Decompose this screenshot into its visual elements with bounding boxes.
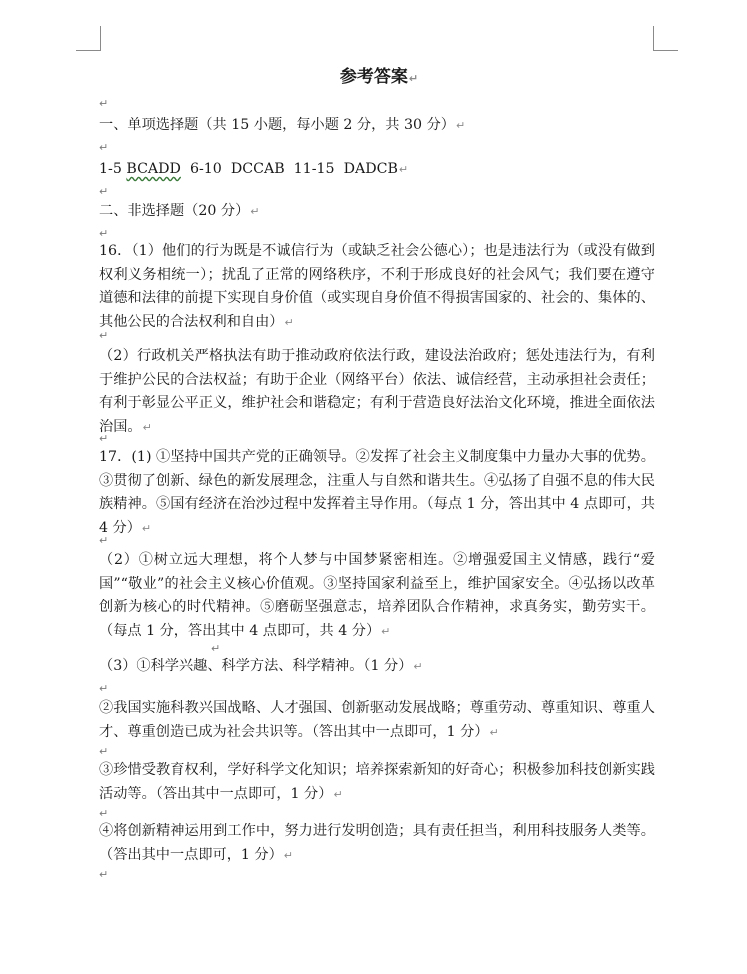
q17-part3-heading-text: （3）①科学兴趣、科学方法、科学精神。（1 分） <box>99 658 413 674</box>
q17-part2-text: （2）①树立远大理想，将个人梦与中国梦紧密相连。②增强爱国主义情感，践行“爱国”“敬业”的社会主义核心价值观。③坚持国家利益至上，维护国家安全。④弘扬以改革创新为核心的时代精神。⑤磨砺坚强意志，培养团队合作精神，求真务实，勤劳实干。（每点 1 分，答出其中 4 点即可，共 4 分） <box>99 552 655 639</box>
paragraph-mark-icon: ↵ <box>99 682 109 695</box>
q16-part2 <box>99 345 655 439</box>
q17-point3-text: ③珍惜受教育权利，学好科学文化知识；培养探索新知的好奇心；积极参加科技创新实践活动等。（答出其中一点即可，1 分） <box>99 762 655 802</box>
paragraph-mark-icon: ↵ <box>141 521 152 535</box>
paragraph-mark-icon: ↵ <box>455 119 466 132</box>
choice-answers-line <box>99 158 408 181</box>
paragraph-mark-icon: ↵ <box>99 185 109 198</box>
answer-group-2: DCCAB <box>230 161 285 177</box>
document-title <box>99 62 659 87</box>
paragraph-mark-icon: ↵ <box>99 432 109 445</box>
crop-mark-top-left <box>76 26 101 51</box>
section1-heading-text: 一、单项选择题（共 15 小题，每小题 2 分，共 30 分） <box>99 117 455 133</box>
q17-part1-text: 17．(1) ①坚持中国共产党的正确领导。②发挥了社会主义制度集中力量办大事的优势。③贯彻了创新、绿色的新发展理念，注重人与自然和谐共生。④弘扬了自强不息的伟大民族精神。⑤国有经济在治沙过程中发挥着主导作用。（每点 1 分，答出其中 4 点即可，共 4 分） <box>99 449 655 536</box>
answer-range-3: 11-15 <box>293 161 335 177</box>
paragraph-mark-icon: ↵ <box>413 660 423 673</box>
paragraph-mark-icon: ↵ <box>211 642 221 655</box>
paragraph-mark-icon: ↵ <box>489 725 499 739</box>
title-text: 参考答案 <box>339 67 408 87</box>
q17-point2-text: ②我国实施科教兴国战略、人才强国、创新驱动发展战略；尊重劳动、尊重知识、尊重人才、尊重创造已成为社会共识等。（答出其中一点即可，1 分） <box>99 700 655 740</box>
paragraph-mark-icon: ↵ <box>99 141 109 154</box>
section2-heading-text: 二、非选择题（20 分） <box>99 203 250 219</box>
paragraph-mark-icon: ↵ <box>99 329 109 342</box>
section1-heading <box>99 114 465 137</box>
paragraph-mark-icon: ↵ <box>283 848 294 862</box>
paragraph-mark-icon: ↵ <box>99 534 109 547</box>
q16-part2-text: （2）行政机关严格执法有助于推动政府依法行政，建设法治政府；惩处违法行为，有利于维护公民的合法权益；有助于企业（网络平台）依法、诚信经营，主动承担社会责任；有利于彰显公平正义，维护社会和谐稳定；有利于营造良好法治文化环境，推进全面依法治国。 <box>99 348 655 435</box>
q17-point3 <box>99 759 655 806</box>
answer-range-1: 1-5 <box>99 161 122 177</box>
q17-point4 <box>99 820 655 867</box>
answer-group-3: DADCB <box>343 161 398 177</box>
q17-part1 <box>99 446 655 540</box>
q17-part3-heading <box>99 655 423 678</box>
paragraph-mark-icon: ↵ <box>99 745 109 758</box>
section2-heading <box>99 200 259 223</box>
q16-part1 <box>99 240 655 334</box>
answer-group-1: BCADD <box>126 161 181 177</box>
paragraph-mark-icon: ↵ <box>250 205 260 218</box>
paragraph-mark-icon: ↵ <box>333 787 343 801</box>
paragraph-mark-icon: ↵ <box>99 227 109 240</box>
crop-mark-top-right <box>653 26 678 51</box>
paragraph-mark-icon: ↵ <box>99 868 109 881</box>
paragraph-mark-icon: ↵ <box>381 624 391 638</box>
answer-range-2: 6-10 <box>189 161 222 177</box>
q17-point4-text: ④将创新精神运用到工作中，努力进行发明创造；具有责任担当，利用科技服务人类等。（答出其中一点即可，1 分） <box>99 823 655 863</box>
paragraph-mark-icon: ↵ <box>408 72 419 85</box>
paragraph-mark-icon: ↵ <box>398 163 409 176</box>
q16-part1-text: 16．（1）他们的行为既是不诚信行为（或缺乏社会公德心）；也是违法行为（或没有做到权利义务相统一）；扰乱了正常的网络秩序，不利于形成良好的社会风气；我们要在遵守道德和法律的前提下实现自身价值（或实现自身价值不得损害国家的、社会的、集体的、其他公民的合法权利和自由） <box>99 243 655 330</box>
paragraph-mark-icon: ↵ <box>142 420 152 434</box>
paragraph-mark-icon: ↵ <box>284 315 294 329</box>
q17-point2 <box>99 697 655 744</box>
q17-part2 <box>99 549 655 643</box>
paragraph-mark-icon: ↵ <box>99 807 109 820</box>
paragraph-mark-icon: ↵ <box>99 97 109 110</box>
